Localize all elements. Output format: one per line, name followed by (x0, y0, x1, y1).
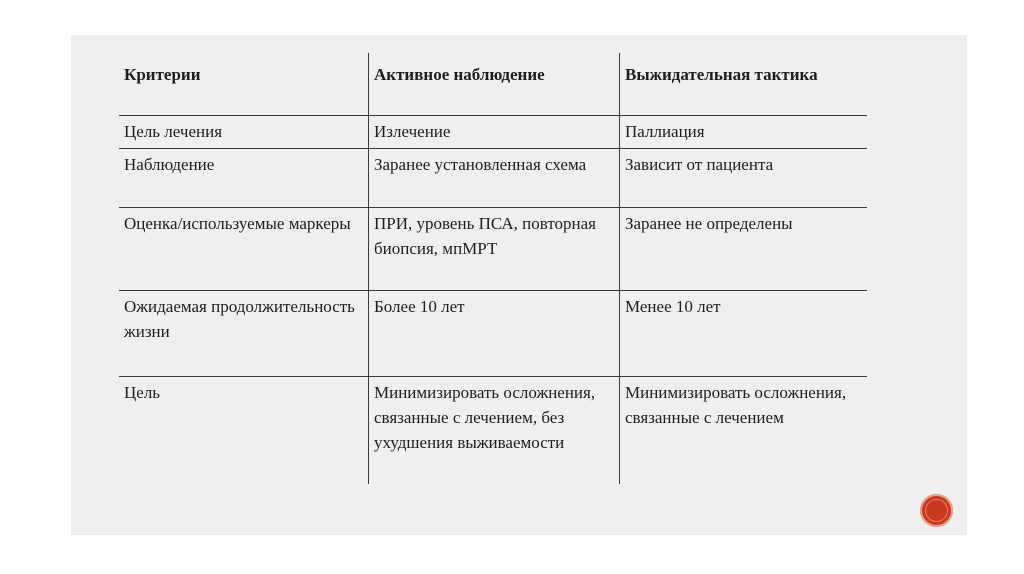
cell-watchful: Заранее не определены (620, 208, 868, 291)
slide-navigation-button[interactable] (920, 494, 953, 527)
cell-active: Минимизировать осложнения, связанные с лечением, без ухудшения выживаемости (369, 377, 620, 485)
table-row (119, 291, 867, 377)
table-row (119, 208, 867, 291)
cell-criterion: Цель лечения (124, 122, 223, 141)
table-row (119, 116, 867, 149)
header-active-surveillance: Активное наблюдение (369, 53, 620, 116)
cell-criterion: Цель (124, 383, 161, 402)
comparison-table (119, 53, 867, 484)
cell-watchful: Минимизировать осложнения, связанные с лечением (620, 377, 868, 485)
table-row (119, 149, 867, 208)
header-criteria: Критерии (124, 65, 201, 84)
cell-watchful: Паллиация (620, 116, 868, 149)
cell-watchful: Зависит от пациента (620, 149, 868, 208)
cell-criterion: Ожидаемая продолжительность жизни (124, 297, 355, 341)
slide (71, 35, 967, 535)
cell-watchful: Менее 10 лет (620, 291, 868, 377)
cell-active: Излечение (369, 116, 620, 149)
table-header-row (119, 53, 867, 116)
cell-criterion: Оценка/используемые маркеры (124, 214, 351, 233)
cell-active: Более 10 лет (369, 291, 620, 377)
header-watchful-waiting: Выжидательная тактика (620, 53, 868, 116)
cell-active: ПРИ, уровень ПСА, повторная биопсия, мпМРТ (369, 208, 620, 291)
cell-active: Заранее установленная схема (369, 149, 620, 208)
table-row (119, 377, 867, 485)
cell-criterion: Наблюдение (124, 155, 215, 174)
